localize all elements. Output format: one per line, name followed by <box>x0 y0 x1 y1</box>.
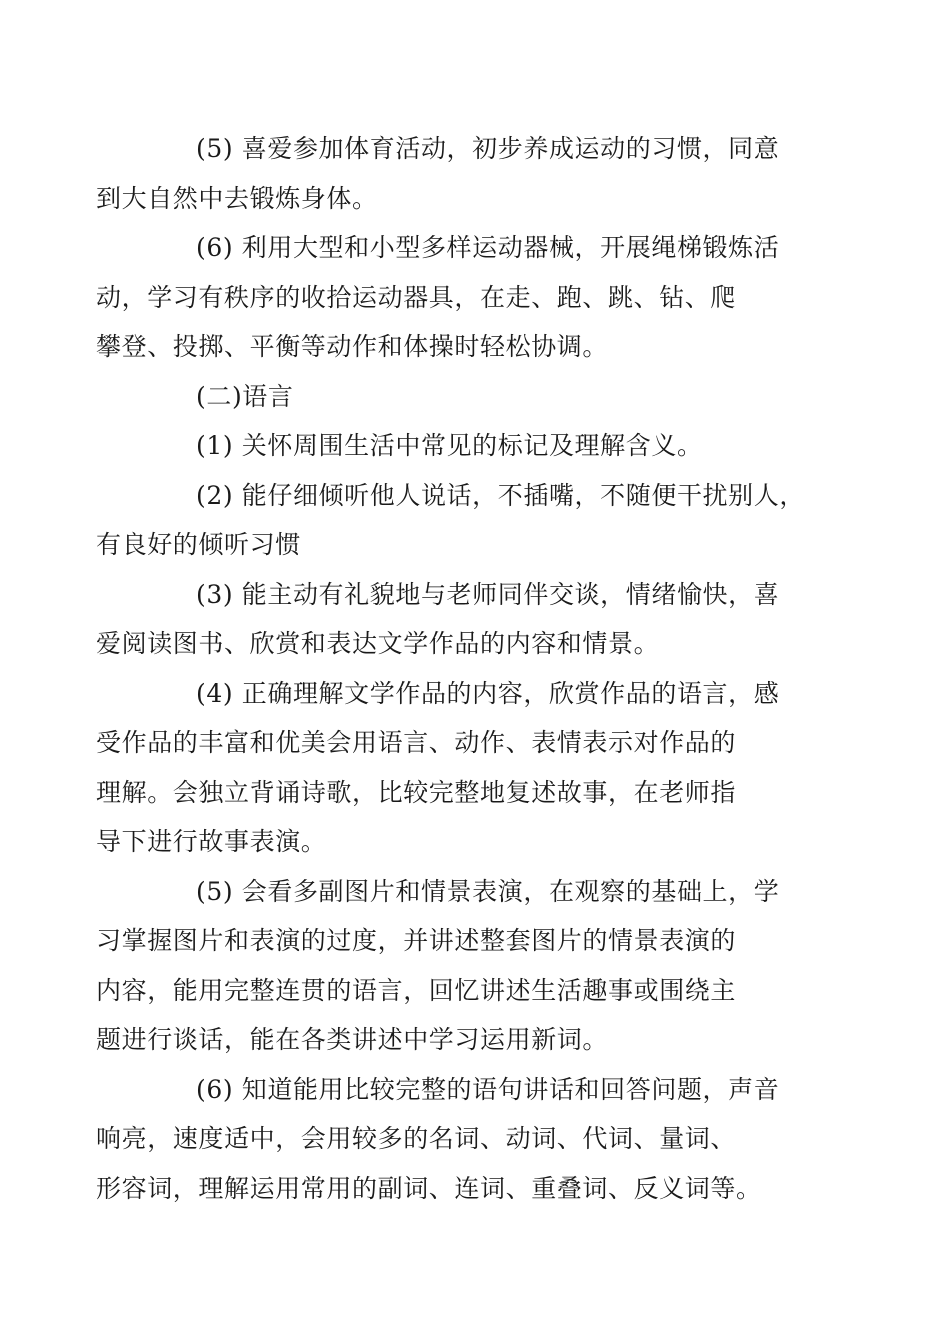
paragraph-line: (6) 利用大型和小型多样运动器械，开展绳梯锻炼活 <box>196 233 780 262</box>
paragraph-line: (4) 正确理解文学作品的内容，欣赏作品的语言，感 <box>196 678 780 708</box>
paragraph-line: (1) 关怀周围生活中常见的标记及理解含义。 <box>196 431 703 460</box>
paragraph-line: (3) 能主动有礼貌地与老师同伴交谈，情绪愉快，喜 <box>196 579 780 609</box>
paragraph-language-4 <box>96 669 826 867</box>
paragraph-language-2 <box>96 471 826 570</box>
paragraph-line: 动，学习有秩序的收拾运动器具，在走、跑、跳、钻、爬 <box>96 282 737 312</box>
paragraph-line: (2) 能仔细倾听他人说话，不插嘴，不随便干扰别人， <box>196 480 805 510</box>
paragraph-line: (5) 喜爱参加体育活动，初步养成运动的习惯，同意 <box>196 134 780 163</box>
paragraph-language-3 <box>96 570 826 669</box>
paragraph-line: 形容词，理解运用常用的副词、连词、重叠词、反义词等。 <box>96 1173 762 1203</box>
paragraph-line: (5) 会看多副图片和情景表演，在观察的基础上，学 <box>196 876 780 906</box>
paragraph-motor-5 <box>96 124 826 223</box>
paragraph-line: 攀登、投掷、平衡等动作和体操时轻松协调。 <box>96 332 609 361</box>
paragraph-line: 内容，能用完整连贯的语言，回忆讲述生活趣事或围绕主 <box>96 975 737 1005</box>
paragraph-line: 习掌握图片和表演的过度，并讲述整套图片的情景表演的 <box>96 926 737 955</box>
paragraph-line: 受作品的丰富和优美会用语言、动作、表情表示对作品的 <box>96 728 737 757</box>
paragraph-line: 题进行谈话，能在各类讲述中学习运用新词。 <box>96 1025 609 1054</box>
paragraph-line: 有良好的倾听习惯 <box>96 530 301 559</box>
paragraph-line: 到大自然中去锻炼身体。 <box>96 183 378 213</box>
document-body <box>96 124 826 1213</box>
paragraph-language-5 <box>96 867 826 1065</box>
paragraph-line: 响亮，速度适中，会用较多的名词、动词、代词、量词、 <box>96 1124 737 1153</box>
paragraph-motor-6 <box>96 223 826 372</box>
paragraph-line: 导下进行故事表演。 <box>96 827 327 856</box>
paragraph-line: 理解。会独立背诵诗歌，比较完整地复述故事，在老师指 <box>96 777 737 807</box>
paragraph-language-1 <box>146 421 826 471</box>
section-heading-text: (二)语言 <box>196 381 294 411</box>
section-heading-language <box>146 372 826 422</box>
paragraph-language-6 <box>96 1065 826 1214</box>
paragraph-line: 爱阅读图书、欣赏和表达文学作品的内容和情景。 <box>96 629 660 658</box>
paragraph-line: (6) 知道能用比较完整的语句讲话和回答问题，声音 <box>196 1074 780 1104</box>
